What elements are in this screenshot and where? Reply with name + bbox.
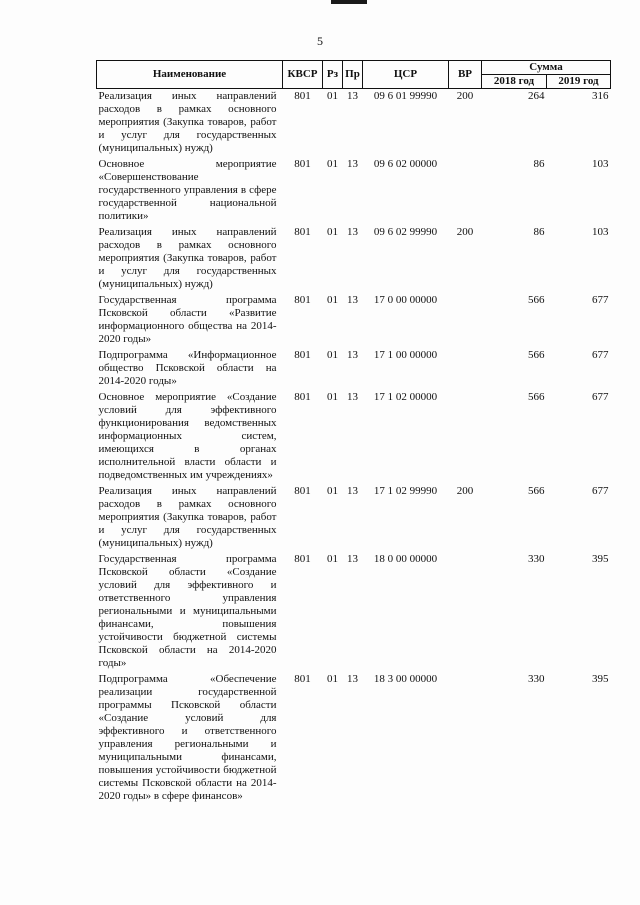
header-sum: Сумма (482, 61, 611, 75)
row-pr: 13 (347, 226, 358, 238)
row-name: Основное мероприятие «Совершенствование государственного управления в сфере государственной национальной политики» (98, 158, 277, 222)
row-csr: 17 0 00 00000 (373, 294, 438, 306)
row-name: Государственная программа Псковской области «Развитие информационного общества на 2014-2020 годы» (98, 294, 277, 345)
row-vr (449, 391, 482, 485)
row-2019: 677 (592, 391, 609, 403)
budget-table (96, 60, 611, 806)
header-vr: ВР (449, 61, 482, 89)
header-name: Наименование (97, 61, 283, 89)
row-2019: 316 (592, 90, 609, 102)
row-2018: 330 (528, 673, 545, 685)
row-rz: 01 (327, 349, 338, 361)
row-rz: 01 (327, 158, 338, 170)
row-kvsr: 801 (294, 294, 311, 306)
row-name: Основное мероприятие «Создание условий для эффективного функционирования ведомственных информационных систем, имеющихся в органах исполнительной власти области и подведомственных им учреждениях» (98, 391, 277, 481)
row-rz: 01 (327, 226, 338, 238)
row-csr: 09 6 01 99990 (373, 90, 438, 102)
row-csr: 09 6 02 99990 (373, 226, 438, 238)
row-2018: 566 (528, 294, 545, 306)
row-csr: 17 1 02 00000 (373, 391, 438, 403)
row-pr: 13 (347, 349, 358, 361)
row-pr: 13 (347, 485, 358, 497)
table-row (97, 673, 611, 806)
table-header (97, 61, 611, 89)
table-row (97, 294, 611, 349)
row-pr: 13 (347, 673, 358, 685)
header-kvsr: КВСР (283, 61, 323, 89)
row-2018: 330 (528, 553, 545, 565)
row-kvsr: 801 (294, 553, 311, 565)
table-row (97, 226, 611, 294)
row-2019: 103 (592, 226, 609, 238)
row-csr: 09 6 02 00000 (373, 158, 438, 170)
row-pr: 13 (347, 553, 358, 565)
row-csr: 17 1 00 00000 (373, 349, 438, 361)
row-name: Подпрограмма «Информационное общество Псковской области на 2014-2020 годы» (98, 349, 277, 387)
row-vr: 200 (456, 485, 474, 497)
table-body (97, 89, 611, 807)
table-row (97, 391, 611, 485)
row-pr: 13 (347, 90, 358, 102)
row-2018: 566 (528, 349, 545, 361)
header-2019: 2019 год (547, 75, 611, 89)
row-2018: 264 (528, 90, 545, 102)
row-rz: 01 (327, 391, 338, 403)
row-rz: 01 (327, 553, 338, 565)
row-pr: 13 (347, 294, 358, 306)
scan-mark (331, 0, 367, 4)
row-rz: 01 (327, 673, 338, 685)
row-kvsr: 801 (294, 391, 311, 403)
row-2019: 395 (592, 553, 609, 565)
row-rz: 01 (327, 90, 338, 102)
row-vr (449, 673, 482, 806)
page-number: 5 (317, 34, 323, 48)
row-pr: 13 (347, 158, 358, 170)
row-vr (449, 349, 482, 391)
table-row (97, 158, 611, 226)
row-2018: 566 (528, 391, 545, 403)
row-vr: 200 (456, 226, 474, 238)
row-name: Подпрограмма «Обеспечение реализации государственной программы Псковской области «Создание условий для эффективного и ответственного управления региональными и муниципальными финансами, повышения устойчивости бюджетной системы Псковской области на 2014-2020 годы» в сфере финансов» (98, 673, 277, 802)
row-2019: 677 (592, 349, 609, 361)
row-vr (449, 158, 482, 226)
row-kvsr: 801 (294, 226, 311, 238)
row-rz: 01 (327, 294, 338, 306)
row-pr: 13 (347, 391, 358, 403)
row-kvsr: 801 (294, 158, 311, 170)
table-row (97, 553, 611, 673)
table-row (97, 89, 611, 159)
table-row (97, 349, 611, 391)
table-row (97, 485, 611, 553)
row-2019: 103 (592, 158, 609, 170)
row-kvsr: 801 (294, 349, 311, 361)
row-2019: 395 (592, 673, 609, 685)
row-vr (449, 294, 482, 349)
row-2019: 677 (592, 294, 609, 306)
row-2019: 677 (592, 485, 609, 497)
header-2018: 2018 год (482, 75, 547, 89)
row-name: Реализация иных направлений расходов в рамках основного мероприятия (Закупка товаров, работ и услуг для государственных (муниципальных) нужд) (98, 485, 277, 549)
header-csr: ЦСР (363, 61, 449, 89)
row-csr: 18 0 00 00000 (373, 553, 438, 565)
row-kvsr: 801 (294, 673, 311, 685)
row-2018: 86 (533, 158, 545, 170)
row-2018: 86 (533, 226, 545, 238)
header-pr: Пр (343, 61, 363, 89)
row-csr: 18 3 00 00000 (373, 673, 438, 685)
row-csr: 17 1 02 99990 (373, 485, 438, 497)
row-name: Реализация иных направлений расходов в рамках основного мероприятия (Закупка товаров, работ и услуг для государственных (муниципальных) нужд) (98, 90, 277, 154)
row-rz: 01 (327, 485, 338, 497)
row-kvsr: 801 (294, 485, 311, 497)
row-kvsr: 801 (294, 90, 311, 102)
header-rz: Рз (323, 61, 343, 89)
row-name: Государственная программа Псковской области «Создание условий для эффективного и ответственного управления региональными и муниципальными финансами, повышения устойчивости бюджетной системы Псковской области на 2014-2020 годы» (98, 553, 277, 669)
row-2018: 566 (528, 485, 545, 497)
row-name: Реализация иных направлений расходов в рамках основного мероприятия (Закупка товаров, работ и услуг для государственных (муниципальных) нужд) (98, 226, 277, 290)
row-vr (449, 553, 482, 673)
row-vr: 200 (456, 90, 474, 102)
